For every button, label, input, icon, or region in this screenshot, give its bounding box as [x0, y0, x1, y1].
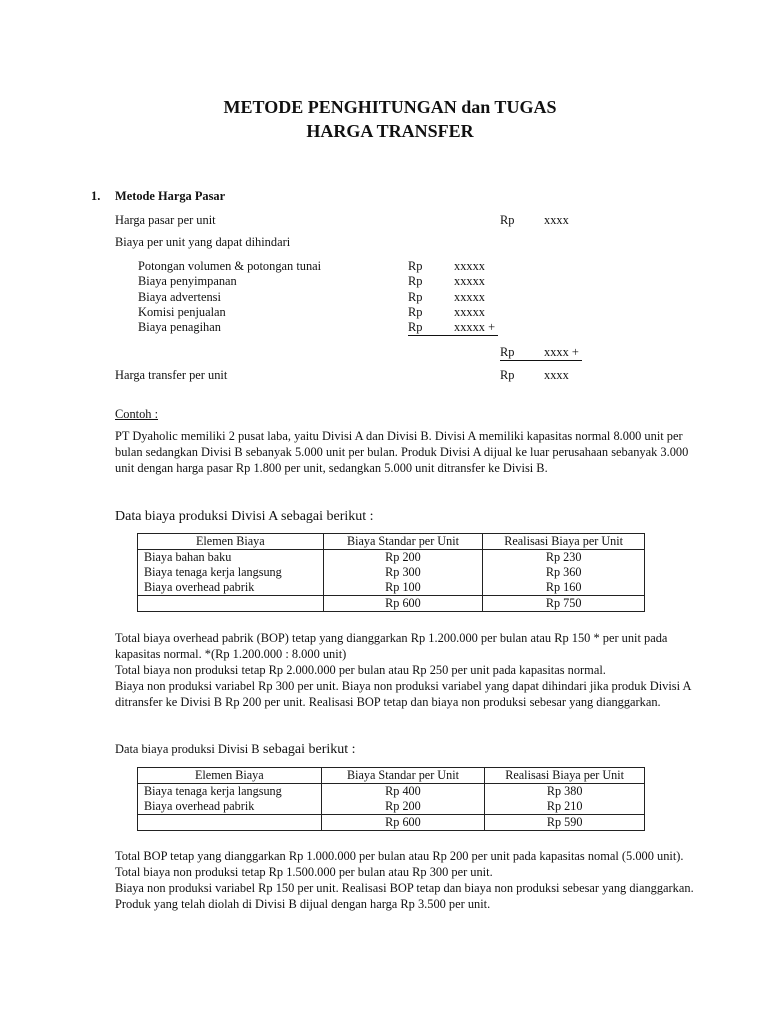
note-paragraph: Biaya non produksi variabel Rp 150 per unit. Realisasi BOP tetap dan biaya non produksi sebesar yang dianggarkan. Produk yang telah diolah di Divisi B dijual dengan harga Rp 3.500 per unit.	[115, 881, 694, 911]
cell-text: Biaya overhead pabrik	[144, 799, 255, 813]
note-paragraph: Total BOP tetap yang dianggarkan Rp 1.000.000 per bulan atau Rp 200 per unit pada kapasitas nomal (5.000 unit).	[115, 849, 684, 863]
table-total-row	[138, 815, 645, 831]
cell-standar	[323, 550, 483, 596]
harga-pasar-value: xxxx	[544, 213, 569, 227]
item-label: Potongan volumen & potongan tunai	[138, 259, 322, 273]
total-elemen	[138, 596, 324, 612]
col-header-realisasi: Realisasi Biaya per Unit	[483, 534, 645, 550]
item-label: Biaya penyimpanan	[138, 274, 237, 288]
harga-pasar-rp: Rp	[500, 213, 515, 227]
contoh-paragraph: PT Dyaholic memiliki 2 pusat laba, yaitu Divisi A dan Divisi B. Divisi A memiliki kapasitas normal 8.000 unit per bulan sedangkan Divisi B sebanyak 5.000 unit per bulan. Produk Divisi A dijual ke luar perusahaan sebanyak 3.000 unit dengan harga pasar Rp 1.800 per unit, sedangkan 5.000 unit ditransfer ke Divisi B.	[115, 429, 689, 475]
cell-standar	[321, 784, 485, 815]
col-header-realisasi: Realisasi Biaya per Unit	[485, 768, 645, 784]
cell-text: Biaya bahan baku	[144, 550, 232, 564]
harga-transfer-value: xxxx	[544, 368, 569, 382]
item-label: Biaya penagihan	[138, 320, 221, 334]
col-header-standar: Biaya Standar per Unit	[323, 534, 483, 550]
total-realisasi: Rp 590	[485, 815, 645, 831]
item-value: xxxxx	[454, 259, 485, 273]
cell-realisasi	[485, 784, 645, 815]
item-value: xxxxx	[454, 305, 485, 319]
item-label: Biaya advertensi	[138, 290, 221, 304]
divisi-a-table	[137, 533, 645, 612]
table-row	[138, 784, 645, 815]
contoh-label: Contoh :	[115, 407, 159, 421]
cell-realisasi	[483, 550, 645, 596]
cell-text: Rp 210	[546, 799, 583, 813]
divisi-b-heading-a: Data biaya produksi Divisi B	[115, 742, 260, 756]
cell-elemen	[138, 784, 322, 815]
divisi-b-heading	[115, 741, 356, 758]
cell-text: Rp 380	[546, 784, 583, 798]
cell-text: Biaya tenaga kerja langsung	[144, 565, 282, 579]
biaya-dihindari-label: Biaya per unit yang dapat dihindari	[115, 235, 291, 249]
cell-text: Rp 230	[545, 550, 582, 564]
table-header-row	[138, 768, 645, 784]
item-rp: Rp	[408, 259, 423, 273]
cell-elemen	[138, 550, 324, 596]
cell-text: Rp 400	[385, 784, 421, 798]
total-realisasi: Rp 750	[483, 596, 645, 612]
col-header-elemen: Elemen Biaya	[138, 534, 324, 550]
page-title-line2: HARGA TRANSFER	[306, 121, 474, 141]
note-paragraph: Total biaya non produksi tetap Rp 1.500.000 per bulan atau Rp 300 per unit.	[115, 865, 493, 879]
table-row	[138, 550, 645, 596]
item-rp: Rp	[408, 290, 423, 304]
divisi-b-table	[137, 767, 645, 831]
subtotal-value: xxxx +	[544, 345, 579, 359]
cell-text: Rp 200	[385, 550, 421, 564]
cell-text: Biaya tenaga kerja langsung	[144, 784, 282, 798]
note-paragraph: Total biaya non produksi tetap Rp 2.000.000 per bulan atau Rp 250 per unit pada kapasitas normal.	[115, 663, 606, 677]
col-header-standar: Biaya Standar per Unit	[321, 768, 485, 784]
section-heading: Metode Harga Pasar	[115, 189, 226, 203]
divisi-a-heading: Data biaya produksi Divisi A sebagai berikut :	[115, 509, 374, 524]
note-paragraph: Biaya non produksi variabel Rp 300 per unit. Biaya non produksi variabel yang dapat dihindari jika produk Divisi A ditransfer ke Divisi B Rp 200 per unit. Realisasi BOP tetap dan biaya non produksi sebesar yang dianggarkan.	[115, 679, 691, 709]
table-header-row	[138, 534, 645, 550]
divisi-a-notes	[115, 630, 700, 710]
item-rp: Rp	[408, 305, 423, 319]
total-elemen	[138, 815, 322, 831]
harga-pasar-label: Harga pasar per unit	[115, 213, 216, 227]
cell-text: Rp 300	[385, 565, 421, 579]
cell-text: Rp 360	[545, 565, 582, 579]
item-value: xxxxx +	[454, 320, 496, 334]
divisi-b-notes	[115, 848, 700, 912]
table-total-row	[138, 596, 645, 612]
col-header-elemen: Elemen Biaya	[138, 768, 322, 784]
total-standar: Rp 600	[321, 815, 485, 831]
cell-text: Rp 160	[545, 580, 582, 594]
cell-text: Biaya overhead pabrik	[144, 580, 255, 594]
cell-text: Rp 200	[385, 799, 421, 813]
harga-transfer-rp: Rp	[500, 368, 515, 382]
item-value: xxxxx	[454, 274, 485, 288]
note-paragraph: Total biaya overhead pabrik (BOP) tetap yang dianggarkan Rp 1.200.000 per bulan atau Rp 150 * per unit pada kapasitas normal. *(Rp 1.200.000 : 8.000 unit)	[115, 631, 668, 661]
divisi-b-heading-b: sebagai berikut :	[259, 742, 356, 757]
cell-text: Rp 100	[385, 580, 421, 594]
item-value: xxxxx	[454, 290, 485, 304]
section-number: 1.	[91, 189, 101, 203]
item-rp: Rp	[408, 320, 423, 334]
item-label: Komisi penjualan	[138, 305, 226, 319]
subtotal-rp: Rp	[500, 345, 515, 359]
item-rp: Rp	[408, 274, 423, 288]
total-standar: Rp 600	[323, 596, 483, 612]
harga-transfer-label: Harga transfer per unit	[115, 368, 228, 382]
page-title-line1: METODE PENGHITUNGAN dan TUGAS	[223, 97, 557, 117]
